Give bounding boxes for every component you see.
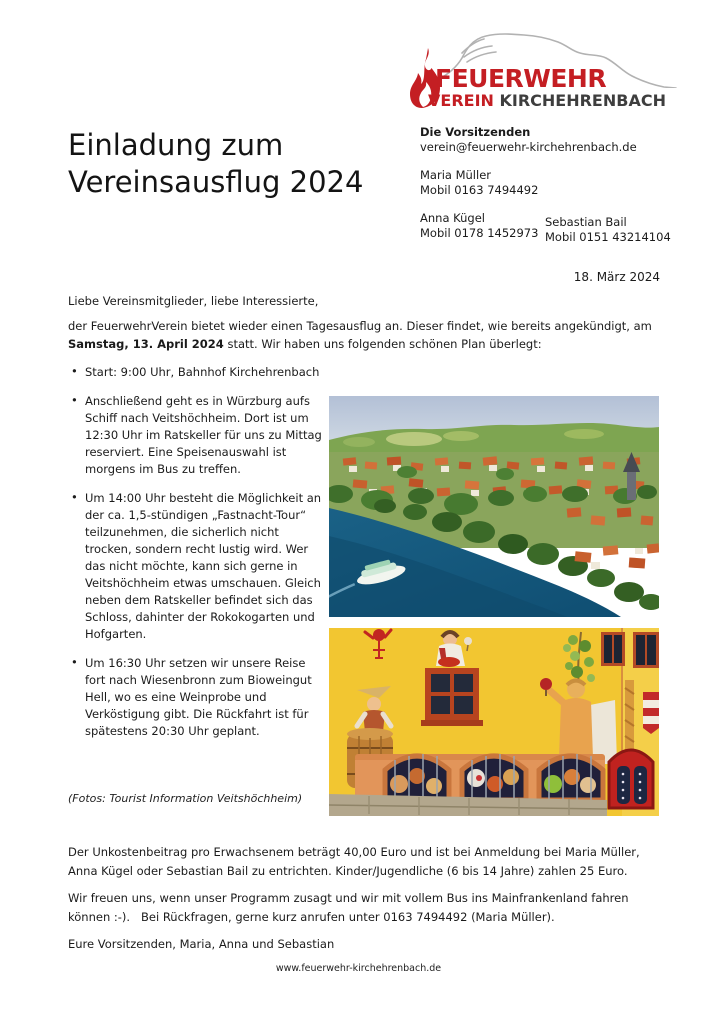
contact-person-maria (420, 168, 682, 198)
itinerary-item-start: • Start: 9:00 Uhr, Bahnhof Kirchehrenbach (68, 364, 662, 381)
closing-section (68, 843, 664, 962)
logo-text-line2 (428, 91, 666, 110)
intro-text-end: statt. Wir haben uns folgenden schönen Plan überlegt: (223, 337, 542, 351)
logo-text-feuerwehr: FEUERWEHR (435, 64, 607, 93)
intro-paragraph (68, 317, 662, 353)
mural-photo-illustration (329, 628, 659, 816)
website-footer: www.feuerwehr-kirchehrenbach.de (275, 963, 442, 974)
contact-person-row (420, 211, 682, 247)
title-line-2: Vereinsausflug 2024 (68, 165, 364, 199)
contact-phone: Mobil 0178 1452973 (420, 226, 539, 240)
contact-phone: Mobil 0163 7494492 (420, 183, 539, 197)
itinerary-item-fastnacht-tour: • Um 14:00 Uhr besteht die Möglichkeit an der ca. 1,5-stündigen „Fastnacht-Tour“ teilzunehmen, die sicherlich nicht trocken, sondern recht lustig wird. Wer das nicht möchte, kann sich gerne in Veitshöchheim etwas umschauen. Gleich neben dem Ratskeller befindet sich das Schloss, dahinter der Rokokogarten und Hofgarten. (68, 490, 328, 643)
intro-date-bold: Samstag, 13. April 2024 (68, 337, 224, 351)
contact-email: verein@feuerwehr-kirchehrenbach.de (420, 140, 637, 154)
salutation: Liebe Vereinsmitglieder, liebe Interessierte, (68, 294, 319, 308)
logo-text-kirchehrenbach: KIRCHEHRENBACH (499, 91, 666, 110)
signature-line: Eure Vorsitzenden, Maria, Anna und Sebastian (68, 937, 335, 951)
itinerary-item-ship: • Anschließend geht es in Würzburg aufs Schiff nach Veitshöchheim. Dort ist um 12:30 Uhr im Ratskeller für uns zu Mittag reserviert. Eine Speisenauswahl ist morgens im Bus zu treffen. (68, 393, 328, 478)
contact-block (420, 125, 682, 247)
contact-name: Anna Kügel (420, 211, 485, 225)
logo-text-verein: VEREIN (428, 91, 494, 110)
veitshoechheim-aerial-photo (329, 396, 659, 617)
photo-credit: (Fotos: Tourist Information Veitshöchheim) (68, 792, 303, 805)
franconia-shield (643, 692, 659, 734)
title-line-1: Einladung zum (68, 128, 284, 162)
contact-heading: Die Vorsitzenden (420, 125, 531, 139)
fastnacht-mural-photo (329, 628, 659, 816)
red-door (609, 750, 653, 808)
contact-phone: Mobil 0151 43214104 (545, 230, 671, 244)
arcade-with-faces (355, 754, 605, 800)
page-title (68, 127, 363, 201)
intro-text-start: der FeuerwehrVerein bietet wieder einen Tagesausflug an. Dieser findet, wie bereits angekündigt, am (68, 319, 652, 333)
aerial-photo-illustration (329, 396, 659, 617)
mural-window (421, 668, 483, 726)
contact-request-paragraph: Wir freuen uns, wenn unser Programm zusagt und wir mit vollem Bus ins Mainfrankenland fahren können :-). Bei Rückfragen, gerne kurz anrufen unter 0163 7494492 (Maria Müller). (68, 891, 633, 924)
contact-name: Maria Müller (420, 168, 491, 182)
letter-date: 18. März 2024 (573, 270, 660, 284)
contact-name: Sebastian Bail (545, 215, 627, 229)
cost-paragraph: Der Unkostenbeitrag pro Erwachsenem beträgt 40,00 Euro und ist bei Anmeldung bei Maria Müller, Anna Kügel oder Sebastian Bail zu entrichten. Kinder/Jugendliche (6 bis 14 Jahre) zahlen 25 Euro. (68, 845, 640, 878)
contact-person-sebastian (545, 215, 671, 245)
club-logo (402, 28, 694, 118)
itinerary-item-weingut: • Um 16:30 Uhr setzen wir unsere Reise fort nach Wiesenbronn zum Bioweingut Hell, wo es eine Weinprobe und Verköstigung gibt. Die Rückfahrt ist für spätestens 20:30 Uhr geplant. (68, 655, 328, 740)
